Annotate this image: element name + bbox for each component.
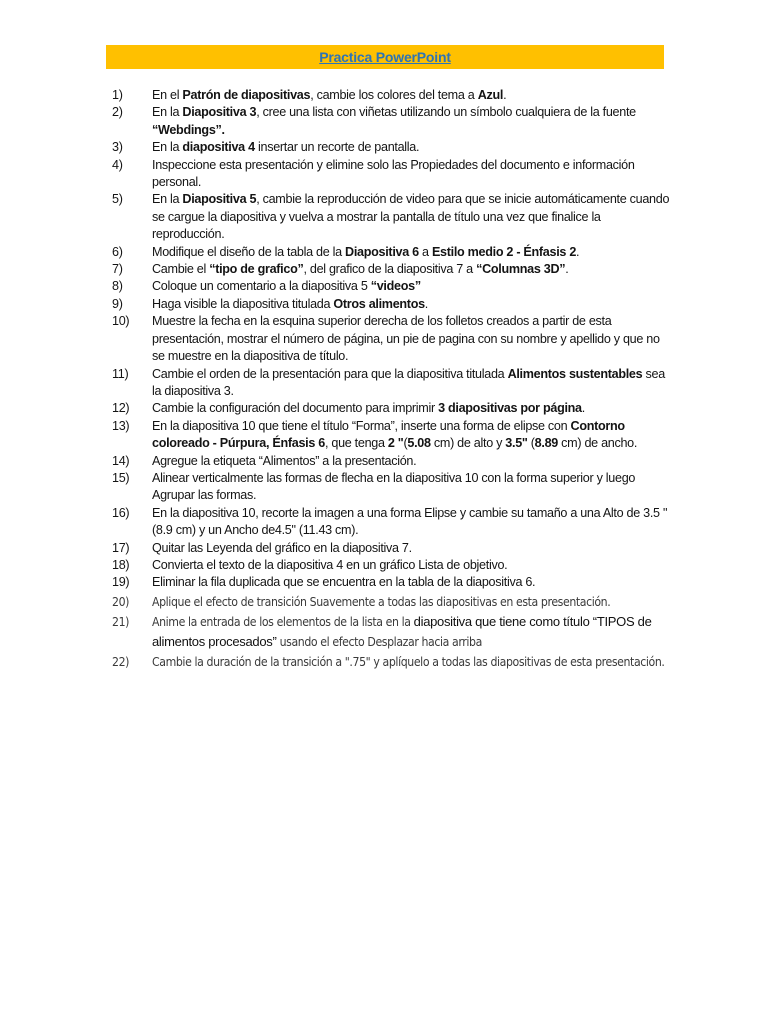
task-text: Anime la entrada de los elementos de la lista en la bbox=[152, 614, 414, 629]
task-text: En la bbox=[152, 140, 183, 155]
task-text: En la diapositiva 10, recorte la imagen a una forma Elipse y cambie su tamaño a una Alto de 3.5 "(8.9 cm) y un Ancho de4.5" (11.43 cm). bbox=[152, 505, 668, 538]
task-text: ( bbox=[403, 436, 408, 451]
task-text: ( bbox=[527, 436, 535, 451]
task-item bbox=[112, 366, 672, 401]
task-number: 6) bbox=[112, 244, 123, 259]
task-text: En la diapositiva 10 que tiene el título “Forma”, inserte una forma de elipse con bbox=[152, 418, 571, 433]
task-number: 4) bbox=[112, 157, 123, 172]
task-text: , del grafico de la diapositiva 7 a bbox=[303, 262, 477, 277]
task-text: Cambie el bbox=[152, 262, 210, 277]
task-number: 9) bbox=[112, 296, 123, 311]
task-text: diapositiva 4 bbox=[182, 140, 255, 155]
task-text: 3 diapositivas por página bbox=[438, 401, 582, 416]
task-text: Convierta el texto de la diapositiva 4 en un gráfico Lista de objetivo. bbox=[152, 557, 508, 572]
task-item bbox=[112, 574, 672, 591]
task-text: Contorno coloreado - Púrpura, Énfasis 6 bbox=[152, 418, 625, 451]
task-number: 20) bbox=[112, 594, 130, 609]
task-item bbox=[112, 104, 672, 139]
task-item bbox=[112, 313, 672, 365]
task-text: “Columnas 3D” bbox=[476, 262, 566, 277]
task-item bbox=[112, 652, 672, 672]
task-item bbox=[112, 87, 672, 104]
task-item bbox=[112, 612, 672, 652]
task-text: Cambie el orden de la presentación para que la diapositiva titulada bbox=[152, 366, 508, 381]
task-text: Azul bbox=[477, 88, 504, 102]
page-title: Practica PowerPoint bbox=[319, 49, 451, 65]
task-number: 1) bbox=[112, 88, 123, 102]
task-text: usando el efecto Desplazar hacia arriba bbox=[276, 634, 482, 649]
task-text: Alimentos sustentables bbox=[507, 366, 643, 381]
task-text: “Webdings”. bbox=[152, 122, 225, 137]
task-text: . bbox=[503, 88, 507, 102]
task-item bbox=[112, 470, 672, 505]
task-item bbox=[112, 244, 672, 261]
task-text: Agregue la etiqueta “Alimentos” a la presentación. bbox=[152, 453, 417, 468]
task-text: . bbox=[565, 262, 569, 277]
task-item bbox=[112, 296, 672, 313]
task-text: , cambie la reproducción de video para que se inicie automáticamente cuando se cargue la diapositiva y vuelva a mostrar la pantalla de título una vez que finalice la reproducción. bbox=[152, 192, 670, 242]
task-text: Cambie la configuración del documento para imprimir bbox=[152, 401, 439, 416]
task-text: . bbox=[424, 296, 428, 311]
task-number: 19) bbox=[112, 575, 130, 590]
task-item bbox=[112, 278, 672, 295]
title-banner bbox=[106, 45, 664, 69]
task-text: Otros alimentos bbox=[333, 296, 425, 311]
task-text: “tipo de grafico” bbox=[209, 262, 304, 277]
task-item bbox=[112, 557, 672, 574]
task-text: Diapositiva 5 bbox=[182, 192, 257, 207]
task-number: 18) bbox=[112, 557, 130, 572]
task-text: sea la diapositiva 3. bbox=[152, 366, 665, 398]
task-number: 10) bbox=[112, 314, 130, 329]
task-number: 12) bbox=[112, 401, 130, 416]
task-text: cm) de ancho. bbox=[557, 436, 638, 451]
task-item bbox=[112, 453, 672, 470]
task-text: insertar un recorte de pantalla. bbox=[254, 140, 420, 155]
task-text: Coloque un comentario a la diapositiva 5 bbox=[152, 279, 371, 294]
task-number: 8) bbox=[112, 279, 123, 294]
task-text: Inspeccione esta presentación y elimine solo las Propiedades del documento e información personal. bbox=[152, 157, 635, 190]
task-number: 5) bbox=[112, 192, 123, 207]
task-text: Muestre la fecha en la esquina superior derecha de los folletos creados a partir de esta presentación, mostrar el número de página, un pie de pagina con su nombre y apellido y que no se muestre en la diapositiva de título. bbox=[152, 314, 660, 364]
task-item bbox=[112, 418, 672, 453]
task-item bbox=[112, 400, 672, 417]
task-number: 7) bbox=[112, 262, 123, 277]
task-list bbox=[112, 87, 672, 672]
task-text: Diapositiva 3 bbox=[182, 105, 257, 120]
task-text: 5.08 bbox=[407, 436, 431, 451]
task-text: En la bbox=[152, 192, 183, 207]
task-item bbox=[112, 157, 672, 192]
task-text: Haga visible la diapositiva titulada bbox=[152, 296, 334, 311]
task-number: 14) bbox=[112, 453, 130, 468]
task-text: . bbox=[581, 401, 585, 416]
task-number: 11) bbox=[112, 366, 129, 381]
task-item bbox=[112, 191, 672, 243]
task-text: 3.5" bbox=[505, 436, 528, 451]
task-number: 21) bbox=[112, 614, 130, 629]
task-item bbox=[112, 592, 672, 612]
task-number: 2) bbox=[112, 105, 123, 120]
task-text: , cree una lista con viñetas utilizando un símbolo cualquiera de la fuente bbox=[256, 105, 636, 120]
task-text: . bbox=[576, 244, 580, 259]
task-text: Aplique el efecto de transición Suavemente a todas las diapositivas en esta presentación. bbox=[152, 594, 611, 609]
task-text: “videos” bbox=[370, 279, 421, 294]
task-text: a bbox=[418, 244, 432, 259]
task-text: 8.89 bbox=[534, 436, 558, 451]
task-number: 13) bbox=[112, 418, 130, 433]
task-number: 15) bbox=[112, 470, 130, 485]
task-item bbox=[112, 505, 672, 540]
task-text: Estilo medio 2 - Énfasis 2 bbox=[431, 244, 577, 259]
task-text: Modifique el diseño de la tabla de la bbox=[152, 244, 346, 259]
task-text: Eliminar la fila duplicada que se encuentra en la tabla de la diapositiva 6. bbox=[152, 575, 536, 590]
task-text: Patrón de diapositivas bbox=[182, 88, 311, 102]
task-number: 16) bbox=[112, 505, 130, 520]
task-text: 2 " bbox=[387, 436, 404, 451]
task-item bbox=[112, 261, 672, 278]
task-number: 3) bbox=[112, 140, 123, 155]
task-number: 17) bbox=[112, 540, 130, 555]
task-item bbox=[112, 540, 672, 557]
task-text: Cambie la duración de la transición a ".75" y aplíquelo a todas las diapositivas de esta presentación. bbox=[152, 654, 665, 669]
task-item bbox=[112, 139, 672, 156]
task-text: , que tenga bbox=[324, 436, 388, 451]
task-number: 22) bbox=[112, 654, 130, 669]
task-text: Quitar las Leyenda del gráfico en la diapositiva 7. bbox=[152, 540, 412, 555]
task-text: , cambie los colores del tema a bbox=[310, 88, 478, 102]
task-text: cm) de alto y bbox=[430, 436, 506, 451]
task-text: En el bbox=[152, 88, 183, 102]
task-text: Diapositiva 6 bbox=[345, 244, 419, 259]
task-text: Alinear verticalmente las formas de flecha en la diapositiva 10 con la forma superior y luego Agrupar las formas. bbox=[152, 470, 636, 503]
task-text: diapositiva que tiene como título “TIPOS de alimentos procesados” bbox=[152, 613, 652, 649]
task-text: En la bbox=[152, 105, 183, 120]
